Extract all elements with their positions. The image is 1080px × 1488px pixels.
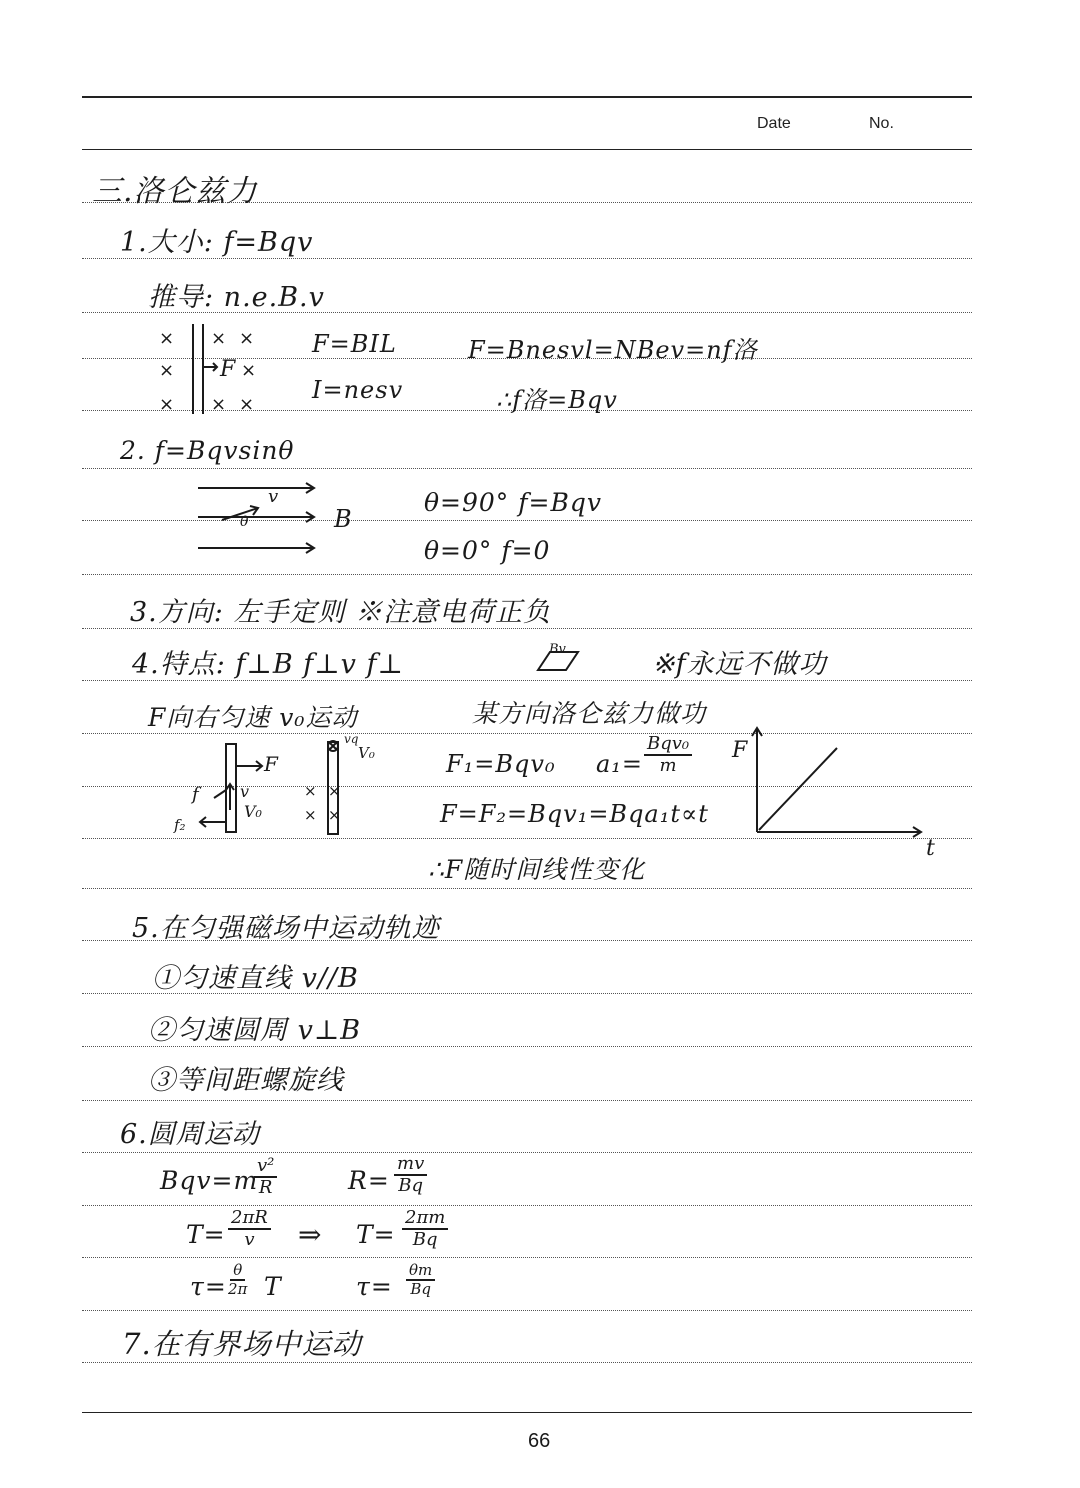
- s4-eq-f1: F₁=Bqv₀: [446, 750, 556, 778]
- s6-t-num: 2πR: [228, 1208, 271, 1230]
- s4-d-vq: vq: [344, 732, 359, 746]
- s4-graph-x: t: [926, 836, 935, 861]
- s1-f-bil: F=BIL: [312, 330, 397, 358]
- svg-text:×: ×: [328, 806, 341, 824]
- no-label: No.: [869, 115, 894, 132]
- svg-text:×: ×: [211, 394, 227, 415]
- date-label: Date: [757, 115, 791, 132]
- s6-arrow: ⇒: [298, 1218, 323, 1251]
- s6-tau2-den: Bq: [410, 1279, 431, 1298]
- s4-graph-y: F: [732, 738, 748, 763]
- bottom-rule: [82, 1412, 972, 1413]
- s6-r-fraction: [394, 1154, 427, 1196]
- ruled-line: [82, 1100, 972, 1101]
- s4-note: ※f永远不做功: [652, 649, 827, 680]
- svg-text:×: ×: [159, 394, 175, 415]
- s6-tau-fraction: [228, 1262, 247, 1297]
- s6-r-den: Bq: [398, 1174, 423, 1196]
- s6-heading: 6.圆周运动: [120, 1119, 260, 1150]
- s6-eq1-den: R: [258, 1176, 273, 1198]
- s6-tau2-num: θm: [406, 1262, 435, 1281]
- s6-r-num: mv: [394, 1154, 427, 1176]
- s4-conclusion: ∴F随时间线性变化: [428, 855, 646, 884]
- s3-line: 3.方向: 左手定则 ※注意电荷正负: [130, 597, 552, 628]
- s1-heading: 1.大小: f=Bqv: [120, 227, 314, 258]
- s6-tau-num: θ: [230, 1262, 245, 1281]
- s5-item3: ③等间距螺旋线: [148, 1065, 344, 1096]
- s6-eq1-r: R=: [348, 1166, 390, 1195]
- s4-a1-den: m: [659, 754, 677, 776]
- s6-tau-left: τ=: [190, 1272, 227, 1301]
- s6-t-den: v: [244, 1228, 255, 1250]
- s4-d-v0: V₀: [244, 802, 262, 821]
- s2-label-b: B: [334, 505, 353, 533]
- s7-heading: 7.在有界场中运动: [122, 1327, 362, 1361]
- s6-t2-num: 2πm: [402, 1208, 448, 1230]
- s1-therefore: ∴f洛=Bqv: [496, 386, 618, 414]
- ruled-line: [82, 1152, 972, 1153]
- s4-d-v: v: [240, 782, 250, 801]
- top-rule: [82, 96, 972, 98]
- s6-t2-fraction: [402, 1208, 448, 1250]
- s1-diagram-f: F: [220, 357, 236, 382]
- s5-item2: ②匀速圆周 v⊥B: [148, 1015, 362, 1046]
- s6-tau2-fraction: [406, 1262, 435, 1297]
- s6-eq1-left: Bqv=m: [160, 1166, 259, 1195]
- s4-line: 4.特点: f⊥B f⊥v f⊥: [132, 649, 404, 680]
- ruled-line: [82, 574, 972, 575]
- s2-case2: θ=0° f=0: [424, 536, 551, 565]
- velocity-field-diagram: [196, 480, 326, 560]
- s4-d-f2: f₂: [174, 816, 186, 834]
- s4-sub-left: F向右匀速 v₀运动: [148, 703, 358, 732]
- s2-label-v: v: [268, 486, 279, 507]
- force-time-graph: [745, 722, 945, 852]
- s6-t2-den: Bq: [412, 1228, 438, 1250]
- s6-eq1-num: v²: [254, 1156, 277, 1178]
- s4-d-f: f: [192, 784, 199, 805]
- s4-sub-right: 某方向洛仑兹力做功: [472, 699, 707, 728]
- svg-text:×: ×: [239, 328, 255, 349]
- s2-label-theta: θ: [240, 514, 249, 530]
- s6-tau-den: 2π: [228, 1279, 248, 1298]
- s6-t-fraction: [228, 1208, 271, 1250]
- s1-i-nesv: I=nesv: [312, 376, 404, 404]
- ruled-line: [82, 1205, 972, 1206]
- s4-plane-label: Bv: [549, 642, 566, 657]
- header-rule: [82, 149, 972, 150]
- svg-text:×: ×: [241, 360, 257, 381]
- s4-d-v0-top: V₀: [358, 744, 375, 762]
- svg-text:×: ×: [239, 394, 255, 415]
- s6-tau-T: T: [264, 1272, 282, 1301]
- svg-text:×: ×: [159, 360, 175, 381]
- s6-t2-left: T=: [356, 1220, 396, 1249]
- s5-item1: ①匀速直线 v//B: [152, 963, 359, 994]
- s4-d-F: F: [264, 752, 278, 776]
- s6-t-left: T=: [186, 1220, 226, 1249]
- s6-eq1-fraction: [254, 1156, 277, 1198]
- ruled-line: [82, 468, 972, 469]
- s4-a1-num: Bqv₀: [644, 734, 692, 756]
- wire-field-diagram: [155, 322, 265, 417]
- ruled-line: [82, 1310, 972, 1311]
- section-title: 三.洛仑兹力: [92, 174, 258, 209]
- svg-text:×: ×: [304, 782, 317, 800]
- s6-tau2-left: τ=: [356, 1272, 393, 1301]
- s1-derive: 推导: n.e.B.v: [148, 282, 325, 313]
- s2-heading: 2. f=Bqvsinθ: [120, 436, 295, 465]
- ruled-line: [82, 888, 972, 889]
- svg-text:×: ×: [328, 782, 341, 800]
- s4-a1-fraction: [644, 734, 692, 776]
- svg-text:×: ×: [304, 806, 317, 824]
- s5-heading: 5.在匀强磁场中运动轨迹: [132, 913, 440, 944]
- page-number: 66: [528, 1430, 551, 1452]
- s2-case1: θ=90° f=Bqv: [424, 488, 602, 517]
- ruled-line: [82, 1257, 972, 1258]
- s1-eq-long: F=Bnesvl=NBev=nf洛: [468, 336, 758, 364]
- svg-text:×: ×: [211, 328, 227, 349]
- svg-text:×: ×: [159, 328, 175, 349]
- s4-eq-a1: a₁=: [596, 750, 644, 778]
- s4-eq-f2: F=F₂=Bqv₁=Bqa₁t∝t: [440, 800, 709, 828]
